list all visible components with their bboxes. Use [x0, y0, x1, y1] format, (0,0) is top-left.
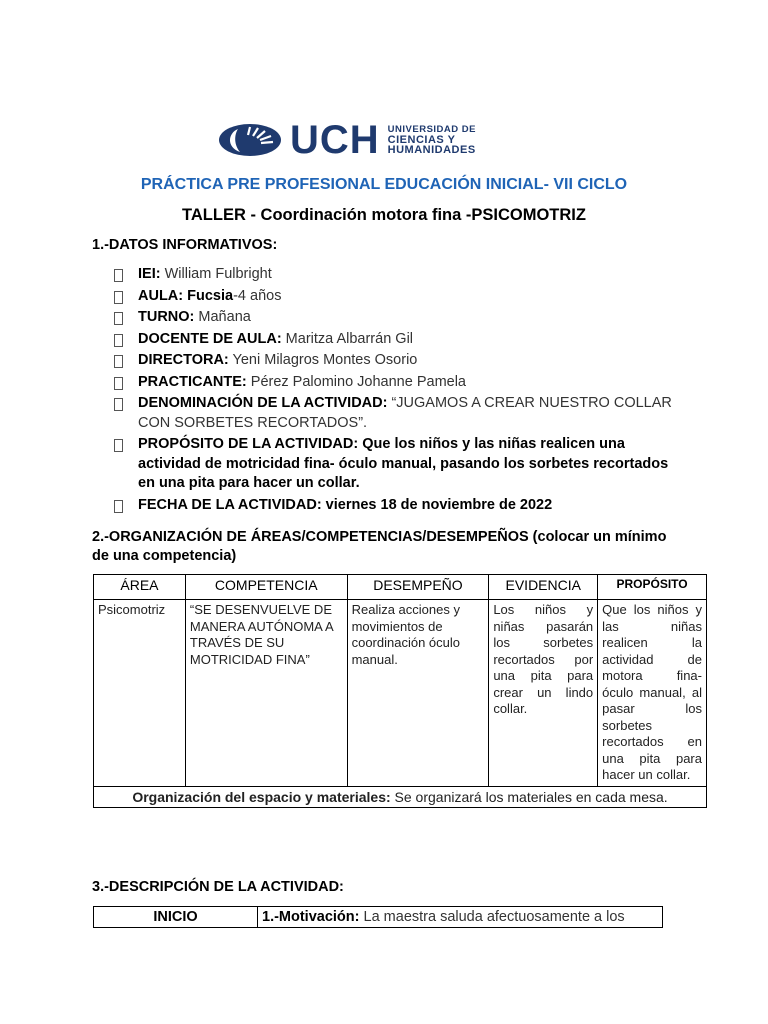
descripcion-table — [93, 906, 663, 928]
logo-name — [388, 125, 476, 155]
info-label: FECHA DE LA ACTIVIDAD: viernes 18 de noviembre de 2022 — [138, 496, 553, 513]
bullet-icon — [114, 312, 123, 325]
info-label: DENOMINACIÓN DE LA ACTIVIDAD: — [138, 395, 388, 411]
bullet-icon — [114, 334, 123, 347]
phase-cell: INICIO — [94, 907, 258, 928]
info-label: PROPÓSITO DE LA ACTIVIDAD: Que los niños y las niñas realicen una actividad de motricidad fina- óculo manual, pasando los sorbetes recortados en una pita para hacer un collar. — [138, 436, 669, 491]
table-footer-row — [94, 786, 707, 808]
motivation-text: La maestra saluda afectuosamente a los — [359, 909, 625, 925]
cell-competencia: “SE DESENVUELVE DE MANERA AUTÓNOMA A TRAVÉS DE SU MOTRICIDAD FINA” — [185, 600, 347, 787]
info-value: “JUGAMOS A CREAR NUESTRO COLLAR CON SORBETES RECORTADOS”. — [138, 395, 672, 431]
header-area: ÁREA — [94, 575, 186, 600]
bullet-icon — [114, 355, 123, 368]
motivation-cell — [258, 907, 663, 928]
logo-emblem-icon — [218, 123, 282, 157]
info-value: William Fulbright — [160, 266, 272, 282]
info-item — [114, 373, 674, 393]
bullet-icon — [114, 500, 123, 513]
header-proposito: PROPÓSITO — [598, 575, 707, 600]
materials-value: Se organizará los materiales en cada mesa. — [390, 788, 668, 805]
bullet-icon — [114, 439, 123, 452]
materials-label: Organización del espacio y materiales: — [132, 788, 391, 805]
table-header-row — [94, 575, 707, 600]
info-label: DOCENTE DE AULA: — [138, 330, 282, 347]
info-item — [114, 435, 674, 494]
info-label: DIRECTORA: — [138, 352, 229, 368]
header-competencia: COMPETENCIA — [185, 575, 347, 600]
header-evidencia: EVIDENCIA — [489, 575, 598, 600]
info-value: Pérez Palomino Johanne Pamela — [246, 373, 466, 390]
info-label: PRACTICANTE: — [138, 373, 247, 390]
info-value: Mañana — [194, 309, 251, 325]
header-desempeno: DESEMPEÑO — [347, 575, 489, 600]
table-row — [94, 907, 663, 928]
info-label: IEI: — [138, 266, 161, 282]
info-item — [114, 287, 674, 307]
info-item — [114, 330, 674, 350]
logo-line: CIENCIAS Y — [387, 134, 456, 146]
cell-proposito: Que los niños y las niñas realicen la actividad de motora fina- óculo manual, al pasar los sorbetes recortados en una pita para hacer un collar. — [598, 600, 707, 787]
info-value: Maritza Albarrán Gil — [281, 330, 414, 347]
logo-line: HUMANIDADES — [387, 144, 476, 156]
page-title: PRÁCTICA PRE PROFESIONAL EDUCACIÓN INICIAL- VII CICLO — [140, 176, 628, 193]
logo-line: UNIVERSIDAD DE — [387, 124, 476, 135]
section-heading-datos: 1.-DATOS INFORMATIVOS: — [92, 237, 278, 253]
university-logo — [218, 118, 476, 162]
page-subtitle: TALLER - Coordinación motora fina -PSICOMOTRIZ — [182, 206, 586, 224]
section-heading-descripcion: 3.-DESCRIPCIÓN DE LA ACTIVIDAD: — [92, 879, 344, 895]
motivation-label: 1.-Motivación: — [262, 909, 360, 925]
info-value: -4 años — [233, 287, 282, 304]
bullet-icon — [114, 291, 123, 304]
cell-evidencia: Los niños y niñas pasarán los sorbetes recortados por una pita para crear un lindo collar. — [489, 600, 598, 787]
info-item — [114, 394, 674, 433]
section-heading-organizacion: 2.-ORGANIZACIÓN DE ÁREAS/COMPETENCIAS/DESEMPEÑOS (colocar un mínimo de una competencia) — [92, 529, 667, 564]
info-value: Yeni Milagros Montes Osorio — [228, 352, 418, 368]
info-item — [114, 265, 674, 285]
logo-abbreviation: UCH — [290, 118, 380, 162]
materials-cell — [94, 786, 707, 808]
bullet-icon — [114, 269, 123, 282]
bullet-icon — [114, 398, 123, 411]
cell-desempeno: Realiza acciones y movimientos de coordinación óculo manual. — [347, 600, 489, 787]
info-item — [114, 496, 674, 516]
cell-area: Psicomotriz — [94, 600, 186, 787]
info-list — [114, 265, 674, 517]
info-label: TURNO: — [138, 309, 195, 325]
info-item — [114, 351, 674, 371]
competencias-table — [93, 574, 707, 808]
table-row — [94, 600, 707, 787]
info-label: AULA: Fucsia — [138, 287, 234, 304]
info-item — [114, 308, 674, 328]
bullet-icon — [114, 377, 123, 390]
